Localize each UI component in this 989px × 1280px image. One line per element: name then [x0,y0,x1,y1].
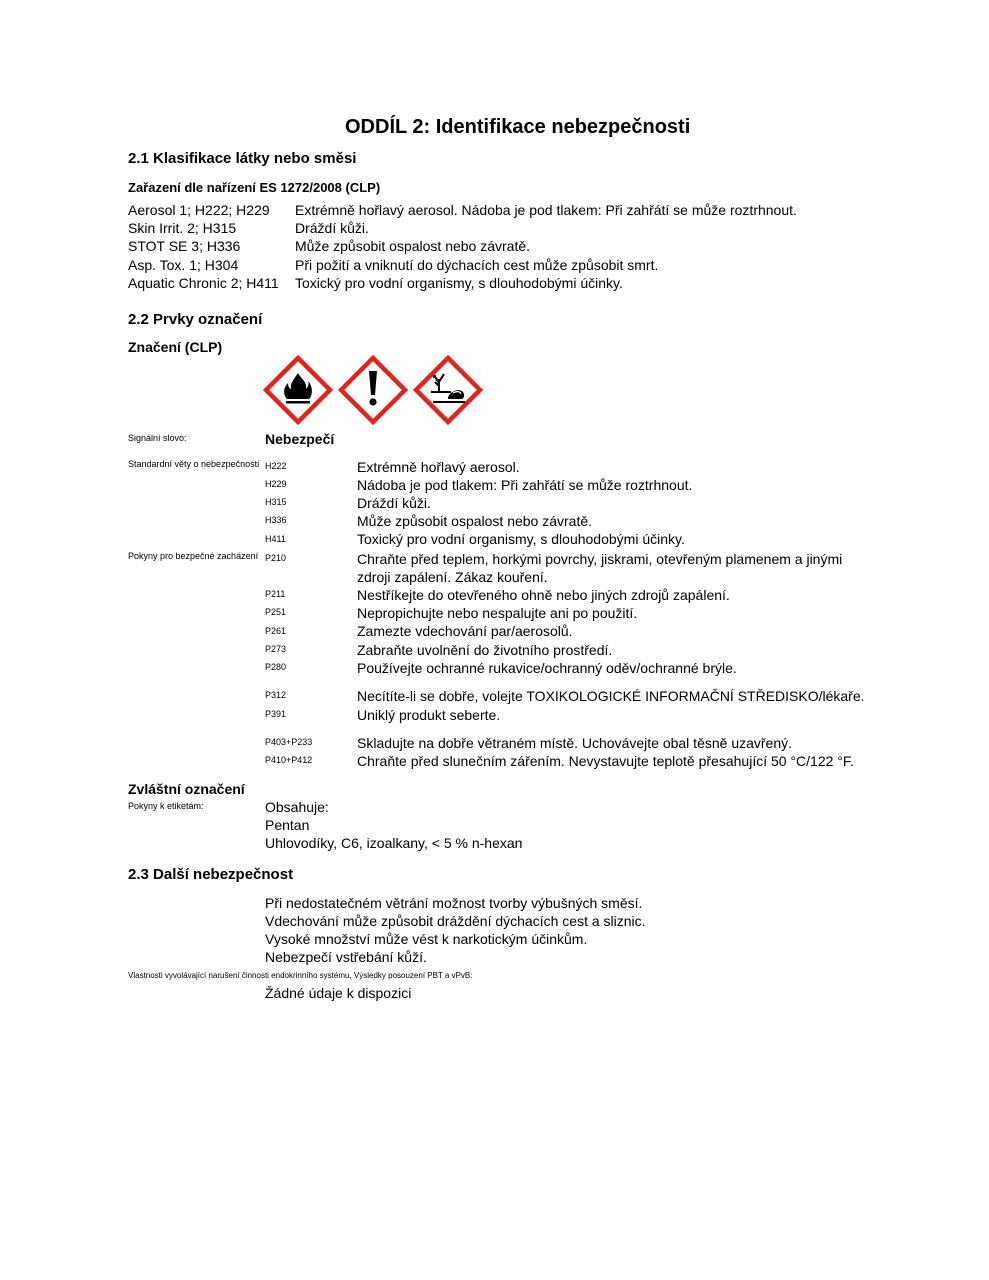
hazard-code: H336 [265,515,287,525]
label-instruction-line: Uhlovodíky, C6, izoalkany, < 5 % n-hexan [265,835,523,851]
other-hazard-line: Nebezpečí vstřebání kůží. [265,949,427,965]
classification-code: STOT SE 3; H336 [128,238,241,254]
classification-text: Při požití a vniknutí do dýchacích cest může způsobit smrt. [295,257,659,273]
heading-2-2: 2.2 Prvky označení [128,311,263,328]
exclamation-mark-icon [338,355,408,425]
precaution-code: P280 [265,662,287,672]
precaution-code: P410+P412 [265,755,313,765]
precaution-text: Zabraňte uvolnění do životního prostředí. [357,642,613,658]
classification-text: Může způsobit ospalost nebo závratě. [295,238,531,254]
endocrine-pbt-value: Žádné údaje k dispozici [265,985,412,1001]
precaution-text-continued: zdroji zapálení. Zákaz kouření. [357,569,548,585]
classification-text: Toxický pro vodní organismy, s dlouhodobými účinky. [295,275,623,291]
precaution-text: Zamezte vdechování par/aerosolů. [357,623,573,639]
precaution-code: P251 [265,607,287,617]
precaution-text: Uniklý produkt seberte. [357,707,501,723]
precautionary-statements-label: Pokyny pro bezpečné zacházení [128,551,259,561]
hazard-code: H222 [265,461,287,471]
other-hazard-line: Vysoké množství může vést k narkotickým účinkům. [265,931,588,947]
label-instruction-line: Obsahuje: [265,799,329,815]
endocrine-pbt-label: Vlastnosti vyvolávající narušení činnosti endokrinního systému, Výsledky posouzení PBT a vPvB: [128,971,473,980]
label-instruction-line: Pentan [265,817,310,833]
other-hazard-line: Při nedostatečném větrání možnost tvorby výbušných směsí. [265,895,643,911]
hazard-code: H411 [265,534,286,544]
precaution-code: P312 [265,690,287,700]
environment-icon [413,355,483,425]
hazard-code: H229 [265,479,287,489]
label-instructions-label: Pokyny k etiketám: [128,801,204,811]
precaution-text: Nepropichujte nebo nespalujte ani po použití. [357,605,638,621]
flame-icon [263,355,333,425]
precaution-text: Používejte ochranné rukavice/ochranný oděv/ochranné brýle. [357,660,737,676]
precaution-text: Chraňte před slunečním zářením. Nevystavujte teplotě přesahující 50 °C/122 °F. [357,753,854,769]
section-title: ODDÍL 2: Identifikace nebezpečnosti [345,116,691,138]
special-labelling-heading: Zvláštní označení [128,781,245,797]
precaution-text: Skladujte na dobře větraném místě. Uchovávejte obal těsně uzavřený. [357,735,793,751]
classification-code: Asp. Tox. 1; H304 [128,257,239,273]
hazard-text: Extrémně hořlavý aerosol. [357,459,520,475]
precaution-text: Necítíte-li se dobře, volejte TOXIKOLOGICKÉ INFORMAČNÍ STŘEDISKO/lékaře. [357,688,865,704]
classification-text: Dráždí kůži. [295,220,369,236]
precaution-text: Nestříkejte do otevřeného ohně nebo jiných zdrojů zapálení. [357,587,730,603]
heading-2-1: 2.1 Klasifikace látky nebo směsi [128,150,357,167]
subheading-clp-classification: Zařazení dle nařízení ES 1272/2008 (CLP) [128,180,381,195]
hazard-text: Může způsobit ospalost nebo závratě. [357,513,593,529]
signal-word: Nebezpečí [265,431,335,447]
precaution-code: P391 [265,709,287,719]
precaution-code: P211 [265,589,286,599]
other-hazard-line: Vdechování může způsobit dráždění dýchacích cest a sliznic. [265,913,646,929]
hazard-text: Toxický pro vodní organismy, s dlouhodobými účinky. [357,531,685,547]
classification-code: Aquatic Chronic 2; H411 [128,275,279,291]
classification-code: Aerosol 1; H222; H229 [128,202,270,218]
heading-2-3: 2.3 Další nebezpečnost [128,866,294,883]
precaution-code: P273 [265,644,287,654]
hazard-text: Nádoba je pod tlakem: Při zahřátí se může roztrhnout. [357,477,693,493]
hazard-code: H315 [265,497,287,507]
classification-code: Skin Irrit. 2; H315 [128,220,237,236]
precaution-code: P261 [265,626,287,636]
hazard-statements-label: Standardní věty o nebezpečnosti [128,459,260,469]
hazard-text: Dráždí kůži. [357,495,431,511]
subheading-clp-labelling: Značení (CLP) [128,339,223,355]
classification-text: Extrémně hořlavý aerosol. Nádoba je pod tlakem: Při zahřátí se může roztrhnout. [295,202,797,218]
precaution-code: P403+P233 [265,737,313,747]
precaution-code: P210 [265,553,287,563]
signal-word-label: Signální slovo: [128,433,187,443]
precaution-text: Chraňte před teplem, horkými povrchy, jiskrami, otevřeným plamenem a jinými [357,551,843,567]
